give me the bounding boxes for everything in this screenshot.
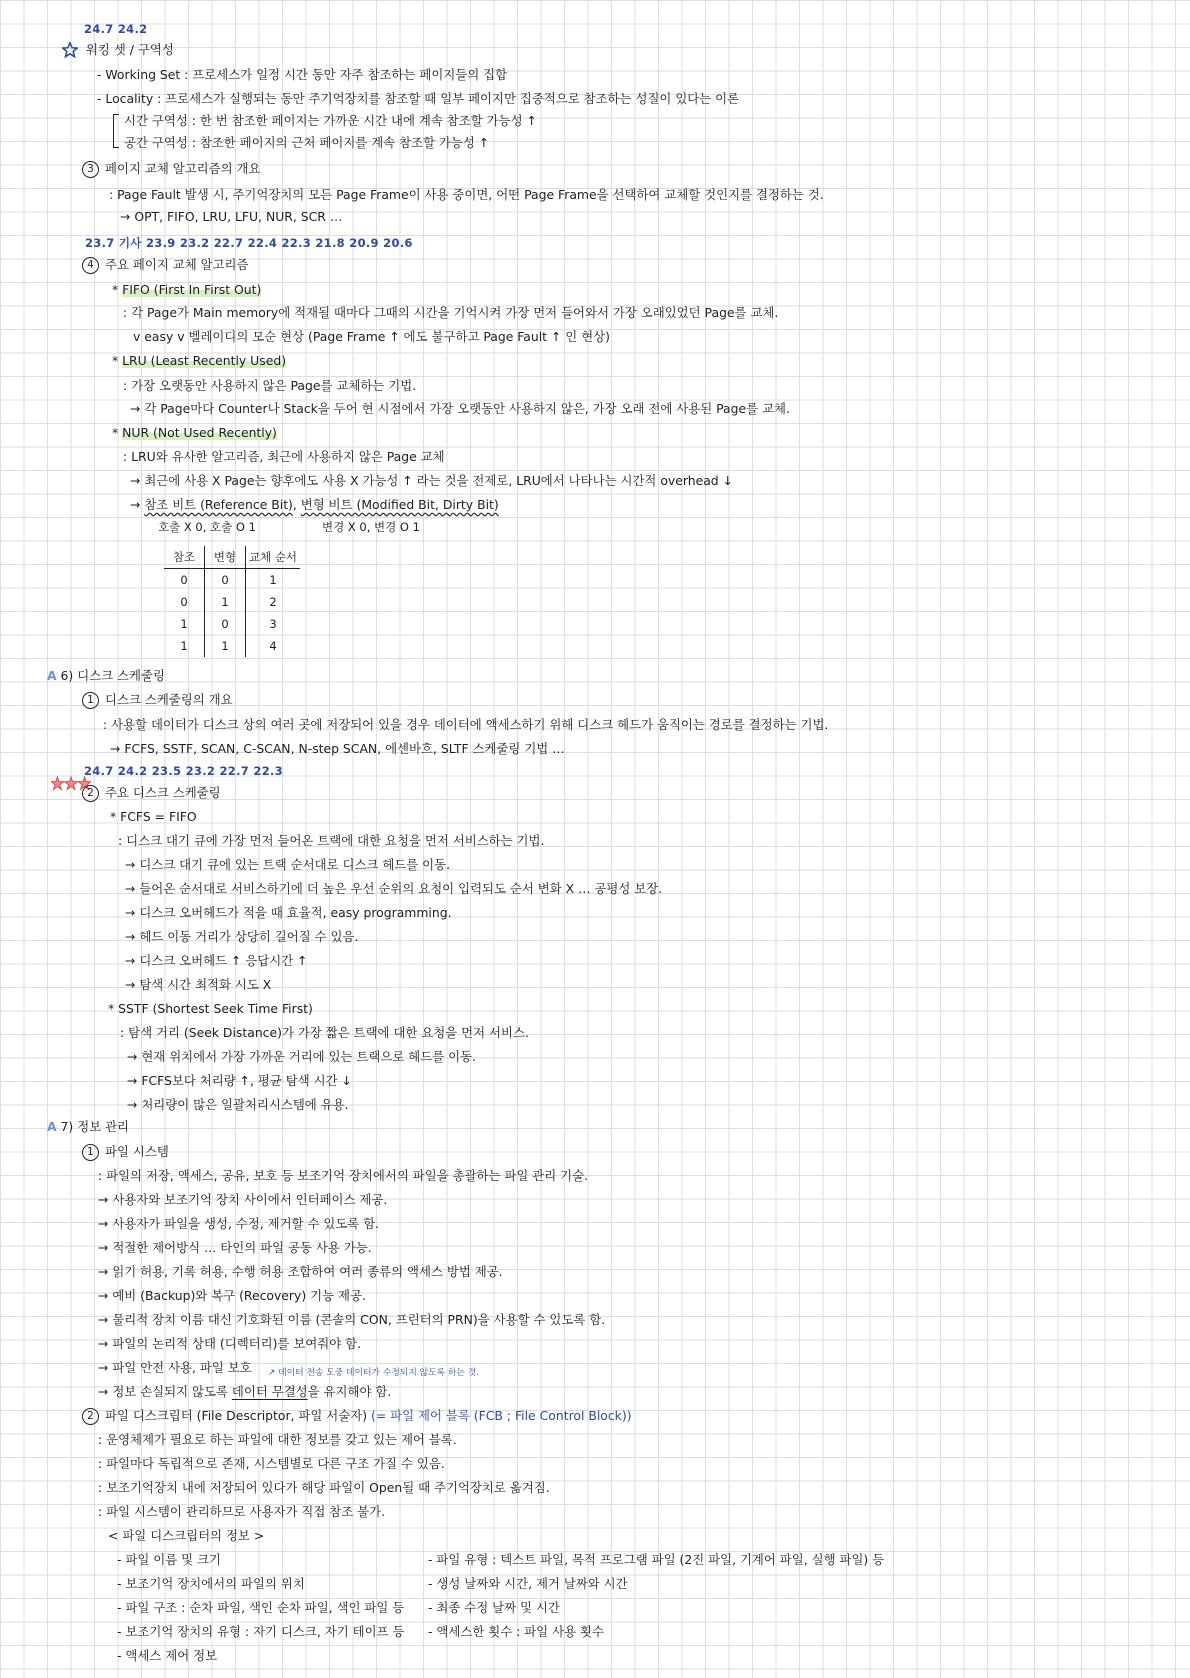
reference-bit: 참조 비트 (Reference Bit) bbox=[144, 497, 293, 512]
number-badge: 4 bbox=[82, 257, 99, 274]
sstf-title: * SSTF (Shortest Seek Time First) bbox=[108, 1001, 313, 1016]
fcfs-line: → 들어온 순서대로 서비스하기에 더 높은 우선 순위의 요청이 입력되도 순서 변화 X … 공평성 보장. bbox=[125, 881, 663, 896]
file-descriptor-line: : 파일 시스템이 관리하므로 사용자가 직접 참조 불가. bbox=[98, 1504, 386, 1519]
table-cell: 1 bbox=[164, 613, 205, 635]
number-badge: 3 bbox=[82, 161, 99, 178]
file-safety-text: → 파일 안전 사용, 파일 보호 bbox=[98, 1360, 252, 1375]
subsection-title-file-system bbox=[82, 1143, 169, 1161]
fd-info-item: - 파일 이름 및 크기 bbox=[117, 1552, 222, 1567]
fcfs-line: → 헤드 이동 거리가 상당히 길어질 수 있음. bbox=[125, 929, 359, 944]
nur-note-bits: → 참조 비트 (Reference Bit), 변형 비트 (Modified Bit, Dirty Bit) bbox=[130, 497, 499, 512]
table-row bbox=[164, 591, 300, 613]
fd-info-item: - 액세스 제어 정보 bbox=[117, 1648, 218, 1663]
section-title-info-management bbox=[47, 1118, 129, 1136]
section-label: 7) 정보 관리 bbox=[60, 1119, 130, 1134]
file-system-line: → 읽기 허용, 기록 허용, 수행 허용 조합하여 여러 종류의 액세스 방법 제공. bbox=[98, 1264, 503, 1279]
subsection-label: 주요 페이지 교체 알고리즘 bbox=[105, 257, 249, 272]
fcfs-title-text: FCFS = FIFO bbox=[120, 809, 197, 824]
table-cell: 0 bbox=[205, 613, 246, 635]
sstf-title-text: SSTF (Shortest Seek Time First) bbox=[118, 1001, 313, 1016]
working-set-definition: - Working Set : 프로세스가 일정 시간 동안 자주 참조하는 페이지들의 집합 bbox=[97, 67, 508, 82]
reference-bit-legend: 호출 X 0, 호출 O 1 bbox=[158, 520, 256, 534]
fcfs-line: → 디스크 대기 큐에 있는 트랙 순서대로 디스크 헤드를 이동. bbox=[125, 857, 451, 872]
table-row bbox=[164, 569, 300, 592]
file-system-line: → 파일의 논리적 상태 (디렉터리)를 보여줘야 함. bbox=[98, 1336, 362, 1351]
file-system-line: : 파일의 저장, 액세스, 공유, 보호 등 보조기억 장치에서의 파일을 총괄하는 파일 관리 기술. bbox=[98, 1168, 589, 1183]
file-descriptor-line: : 보조기억장치 내에 저장되어 있다가 해당 파일이 Open될 때 주기억장치로 옮겨짐. bbox=[98, 1480, 550, 1495]
lru-title: * LRU (Least Recently Used) bbox=[112, 353, 287, 368]
lru-definition: : 가장 오랫동안 사용하지 않은 Page를 교체하는 기법. bbox=[123, 378, 417, 393]
file-descriptor-line: : 파일마다 독립적으로 존재, 시스템별로 다른 구조 가질 수 있음. bbox=[98, 1456, 445, 1471]
exam-tags: 24.7 24.2 23.5 23.2 22.7 22.3 bbox=[84, 764, 283, 778]
sstf-line: : 탐색 거리 (Seek Distance)가 가장 짧은 트랙에 대한 요청을 먼저 서비스. bbox=[120, 1025, 529, 1040]
importance-marker: A bbox=[47, 1119, 57, 1134]
table-row bbox=[164, 635, 300, 657]
fcb-alias: (= 파일 제어 블록 (FCB ; File Control Block)) bbox=[371, 1408, 632, 1423]
subsection-label: 주요 디스크 스케줄링 bbox=[105, 785, 221, 800]
fcfs-line: → 탐색 시간 최적화 시도 X bbox=[125, 977, 272, 992]
table-cell: 0 bbox=[164, 569, 205, 592]
subsection-title-replace-overview bbox=[82, 160, 260, 178]
data-integrity-term: 데이터 무결성 bbox=[231, 1384, 308, 1399]
importance-marker: A bbox=[47, 668, 57, 683]
subsection-label: 페이지 교체 알고리즘의 개요 bbox=[105, 161, 261, 176]
fifo-title: * FIFO (First In First Out) bbox=[112, 282, 262, 297]
table-cell: 1 bbox=[205, 591, 246, 613]
locality-definition: - Locality : 프로세스가 실행되는 동안 주기억장치를 참조할 때 일부 페이지만 집중적으로 참조하는 성질이 있다는 이론 bbox=[97, 91, 740, 106]
star-icon bbox=[62, 42, 78, 58]
nur-title: * NUR (Not Used Recently) bbox=[112, 425, 277, 440]
subsection-title-file-descriptor bbox=[82, 1407, 632, 1425]
lru-title-text: LRU (Least Recently Used) bbox=[122, 353, 287, 368]
file-system-line: → 사용자가 파일을 생성, 수정, 제거할 수 있도록 함. bbox=[98, 1216, 380, 1231]
section-title-disk-scheduling bbox=[47, 667, 165, 685]
fd-info-item: - 보조기억 장치의 유형 : 자기 디스크, 자기 테이프 등 bbox=[117, 1624, 405, 1639]
table-cell: 4 bbox=[269, 639, 277, 653]
nur-replacement-table bbox=[164, 546, 300, 657]
fifo-definition: : 각 Page가 Main memory에 적재될 때마다 그때의 시간을 기억시켜 가장 먼저 들어와서 가장 오래있었던 Page를 교체. bbox=[123, 305, 779, 320]
table-header: 교체 순서 bbox=[246, 546, 301, 569]
replace-overview-definition: : Page Fault 발생 시, 주기억장치의 모든 Page Frame이 사용 중이면, 어떤 Page Frame을 선택하여 교체할 것인지를 결정하는 것. bbox=[109, 187, 824, 202]
temporal-locality: 시간 구역성 : 한 번 참조한 페이지는 가까운 시간 내에 계속 참조할 가능성 ↑ bbox=[124, 113, 537, 128]
integrity-line bbox=[98, 1383, 391, 1401]
integrity-prefix: → 정보 손실되지 않도록 bbox=[98, 1384, 232, 1399]
modified-bit-legend: 변경 X 0, 변경 O 1 bbox=[322, 520, 420, 534]
subsection-title-main-replace bbox=[82, 256, 248, 274]
table-header: 참조 bbox=[164, 546, 205, 569]
file-system-line: → 적절한 제어방식 … 타인의 파일 공동 사용 가능. bbox=[98, 1240, 372, 1255]
fd-info-item: - 보조기억 장치에서의 파일의 위치 bbox=[117, 1576, 305, 1591]
file-system-line: → 물리적 장치 이름 대신 기호화된 이름 (콘솔의 CON, 프린터의 PRN)을 사용할 수 있도록 함. bbox=[98, 1312, 606, 1327]
number-badge: 1 bbox=[82, 1144, 99, 1161]
number-badge: 1 bbox=[82, 692, 99, 709]
fifo-title-text: FIFO (First In First Out) bbox=[122, 282, 262, 297]
subsection-title-main-disk bbox=[82, 784, 221, 802]
fifo-note: v easy v 벨레이디의 모순 현상 (Page Frame ↑ 에도 불구하고 Page Fault ↑ 인 현상) bbox=[133, 329, 610, 344]
file-descriptor-info-title: < 파일 디스크립터의 정보 > bbox=[108, 1528, 265, 1543]
sstf-line: → 처리량이 많은 일괄처리시스템에 유용. bbox=[127, 1097, 349, 1112]
subsection-label: 디스크 스케줄링의 개요 bbox=[105, 692, 233, 707]
table-row bbox=[164, 613, 300, 635]
table-cell: 1 bbox=[205, 635, 246, 657]
nur-definition: : LRU와 유사한 알고리즘, 최근에 사용하지 않은 Page 교체 bbox=[123, 449, 445, 464]
fd-info-item: - 파일 유형 : 텍스트 파일, 목적 프로그램 파일 (2진 파일, 기계어 파일, 실행 파일) 등 bbox=[428, 1552, 885, 1567]
fd-info-item: - 생성 날짜와 시간, 제거 날짜와 시간 bbox=[428, 1576, 628, 1591]
number-badge: 2 bbox=[82, 785, 99, 802]
sstf-line: → 현재 위치에서 가장 가까운 거리에 있는 트랙으로 헤드를 이동. bbox=[127, 1049, 477, 1064]
table-cell: 0 bbox=[164, 591, 205, 613]
disk-scheduling-list: → FCFS, SSTF, SCAN, C-SCAN, N-step SCAN, 에센바흐, SLTF 스케줄링 기법 … bbox=[110, 741, 565, 756]
subsection-label: 파일 디스크립터 (File Descriptor, 파일 서술자) bbox=[105, 1408, 368, 1423]
disk-scheduling-definition: : 사용할 데이터가 디스크 상의 여러 곳에 저장되어 있을 경우 데이터에 액세스하기 위해 디스크 헤드가 움직이는 경로를 결정하는 기법. bbox=[103, 717, 829, 732]
nur-title-text: NUR (Not Used Recently) bbox=[122, 425, 277, 440]
file-system-line bbox=[98, 1359, 252, 1377]
file-system-line: → 사용자와 보조기억 장치 사이에서 인터페이스 제공. bbox=[98, 1192, 388, 1207]
fcfs-line: → 디스크 오버헤드가 적을 때 효율적, easy programming. bbox=[125, 905, 452, 920]
modified-bit: 변형 비트 (Modified Bit, Dirty Bit) bbox=[300, 497, 499, 512]
table-header: 변형 bbox=[205, 546, 246, 569]
file-descriptor-line: : 운영체제가 필요로 하는 파일에 대한 정보를 갖고 있는 제어 블록. bbox=[98, 1432, 457, 1447]
fd-info-item: - 액세스한 횟수 : 파일 사용 횟수 bbox=[428, 1624, 604, 1639]
section-label: 6) 디스크 스케줄링 bbox=[60, 668, 165, 683]
sstf-line: → FCFS보다 처리량 ↑, 평균 탐색 시간 ↓ bbox=[127, 1073, 352, 1088]
file-system-line: → 예비 (Backup)와 복구 (Recovery) 기능 제공. bbox=[98, 1288, 366, 1303]
lru-note: → 각 Page마다 Counter나 Stack을 두어 현 시점에서 가장 오랫동안 사용하지 않은, 가장 오래 전에 사용된 Page를 교체. bbox=[130, 401, 790, 416]
fd-info-item: - 파일 구조 : 순차 파일, 색인 순차 파일, 색인 파일 등 bbox=[117, 1600, 405, 1615]
locality-bracket bbox=[113, 114, 119, 148]
table-cell: 1 bbox=[164, 635, 205, 657]
fcfs-line: : 디스크 대기 큐에 가장 먼저 들어온 트랙에 대한 요청을 먼저 서비스하는 기법. bbox=[118, 833, 545, 848]
table-cell: 3 bbox=[269, 617, 277, 631]
integrity-annotation: ↗ 데이터 전송 도중 데이터가 수정되지 않도록 하는 것. bbox=[268, 1368, 479, 1378]
fcfs-line: → 디스크 오버헤드 ↑ 응답시간 ↑ bbox=[125, 953, 308, 968]
spatial-locality: 공간 구역성 : 참조한 페이지의 근처 페이지를 계속 참조할 가능성 ↑ bbox=[124, 135, 490, 150]
fcfs-title: * FCFS = FIFO bbox=[110, 809, 197, 824]
replace-algorithm-list: → OPT, FIFO, LRU, LFU, NUR, SCR … bbox=[120, 209, 343, 224]
table-cell: 0 bbox=[205, 569, 246, 592]
fd-info-item: - 최종 수정 날짜 및 시간 bbox=[428, 1600, 560, 1615]
exam-tags: 24.7 24.2 bbox=[84, 22, 148, 36]
integrity-suffix: 을 유지해야 함. bbox=[307, 1384, 392, 1399]
subsection-label: 파일 시스템 bbox=[105, 1144, 169, 1159]
exam-tags: 23.7 기사 23.9 23.2 22.7 22.4 22.3 21.8 20.9 20.6 bbox=[85, 236, 413, 250]
table-cell: 1 bbox=[269, 573, 277, 587]
number-badge: 2 bbox=[82, 1408, 99, 1425]
nur-note-overhead: → 최근에 사용 X Page는 향후에도 사용 X 가능성 ↑ 라는 것을 전제로, LRU에서 나타나는 시간적 overhead ↓ bbox=[130, 473, 733, 488]
section-title-working-set: 워킹 셋 / 구역성 bbox=[86, 42, 174, 57]
subsection-title-disk-overview bbox=[82, 691, 233, 709]
table-cell: 2 bbox=[269, 595, 277, 609]
